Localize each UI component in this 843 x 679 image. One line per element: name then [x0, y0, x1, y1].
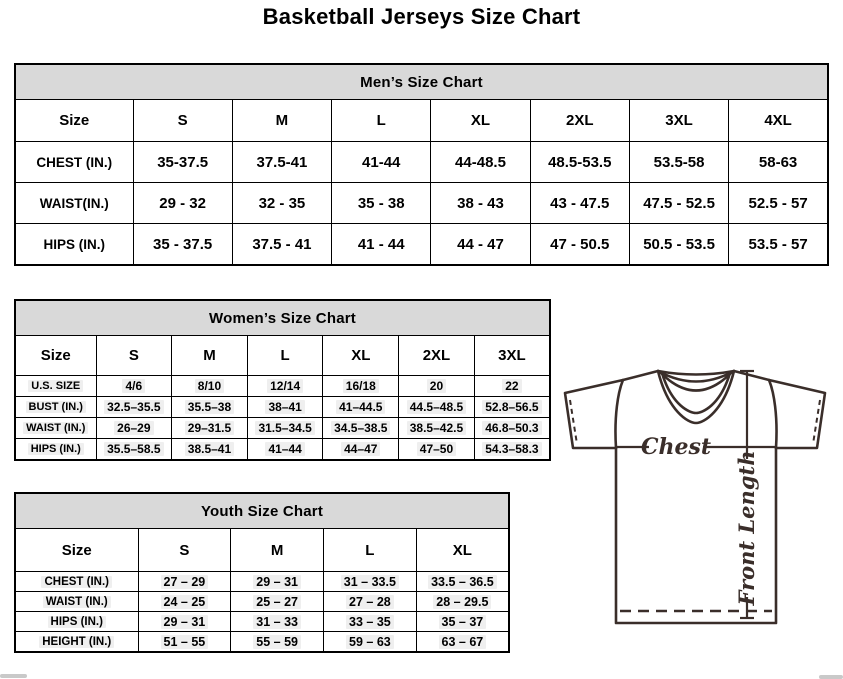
column-header-size: Size [15, 529, 138, 572]
size-value-cell: 31.5–34.5 [247, 418, 323, 439]
size-value-cell: 58-63 [729, 142, 828, 183]
size-value-cell: 35-37.5 [133, 142, 232, 183]
mens-table-caption-row [15, 64, 828, 100]
size-value-cell: 38 - 43 [431, 183, 530, 224]
size-value-cell: 31 – 33.5 [324, 572, 417, 592]
column-header-xl: XL [416, 529, 509, 572]
size-value-cell: 26–29 [96, 418, 172, 439]
size-value-cell: 38–41 [247, 397, 323, 418]
size-value-cell: 32.5–35.5 [96, 397, 172, 418]
size-value-cell: 52.8–56.5 [474, 397, 550, 418]
size-value-cell: 50.5 - 53.5 [629, 224, 728, 266]
row-label-height-in: HEIGHT (IN.) [15, 632, 138, 653]
size-value-cell: 47.5 - 52.5 [629, 183, 728, 224]
table-row [15, 439, 550, 461]
row-label-waist-in: WAIST (IN.) [15, 592, 138, 612]
row-label-chest-in: CHEST (IN.) [15, 142, 133, 183]
size-value-cell: 38.5–41 [172, 439, 248, 461]
size-value-cell: 44-48.5 [431, 142, 530, 183]
row-label-waist-in: WAIST(IN.) [15, 183, 133, 224]
column-header-m: M [172, 336, 248, 376]
size-value-cell: 32 - 35 [232, 183, 331, 224]
column-header-3xl: 3XL [474, 336, 550, 376]
youth-size-table [14, 492, 510, 653]
size-value-cell: 48.5-53.5 [530, 142, 629, 183]
size-value-cell: 44 - 47 [431, 224, 530, 266]
column-header-4xl: 4XL [729, 100, 828, 142]
size-value-cell: 33.5 – 36.5 [416, 572, 509, 592]
womens-table-caption-row [15, 300, 550, 336]
size-value-cell: 31 – 33 [231, 612, 324, 632]
size-value-cell: 47 - 50.5 [530, 224, 629, 266]
column-header-m: M [231, 529, 324, 572]
youth-size-header-row [15, 529, 509, 572]
size-value-cell: 29 - 32 [133, 183, 232, 224]
table-row [15, 592, 509, 612]
size-value-cell: 41–44 [247, 439, 323, 461]
size-value-cell: 25 – 27 [231, 592, 324, 612]
size-value-cell: 16/18 [323, 376, 399, 397]
row-label-hips-in: HIPS (IN.) [15, 612, 138, 632]
size-value-cell: 59 – 63 [324, 632, 417, 653]
size-value-cell: 38.5–42.5 [399, 418, 475, 439]
column-header-s: S [133, 100, 232, 142]
size-value-cell: 27 – 29 [138, 572, 231, 592]
womens-table-caption: Women’s Size Chart [15, 300, 550, 336]
size-value-cell: 44–47 [323, 439, 399, 461]
chest-label: Chest [640, 434, 712, 460]
size-value-cell: 35 - 38 [332, 183, 431, 224]
column-header-size: Size [15, 100, 133, 142]
size-value-cell: 35 – 37 [416, 612, 509, 632]
size-value-cell: 47–50 [399, 439, 475, 461]
row-label-hips-in: HIPS (IN.) [15, 439, 96, 461]
column-header-3xl: 3XL [629, 100, 728, 142]
column-header-s: S [138, 529, 231, 572]
column-header-size: Size [15, 336, 96, 376]
size-value-cell: 12/14 [247, 376, 323, 397]
column-header-xl: XL [323, 336, 399, 376]
row-label-u-s-size: U.S. SIZE [15, 376, 96, 397]
left-armhole-seam [615, 380, 623, 448]
size-value-cell: 51 – 55 [138, 632, 231, 653]
size-value-cell: 52.5 - 57 [729, 183, 828, 224]
youth-table-caption: Youth Size Chart [15, 493, 509, 529]
size-value-cell: 63 – 67 [416, 632, 509, 653]
size-value-cell: 41–44.5 [323, 397, 399, 418]
column-header-l: L [332, 100, 431, 142]
table-row [15, 142, 828, 183]
size-value-cell: 20 [399, 376, 475, 397]
front-length-label: Front Length [734, 450, 759, 606]
scrollbar-fragment-left[interactable] [0, 674, 27, 678]
size-value-cell: 22 [474, 376, 550, 397]
row-label-waist-in: WAIST (IN.) [15, 418, 96, 439]
mens-table-caption: Men’s Size Chart [15, 64, 828, 100]
row-label-bust-in: BUST (IN.) [15, 397, 96, 418]
womens-size-header-row [15, 336, 550, 376]
size-value-cell: 44.5–48.5 [399, 397, 475, 418]
size-value-cell: 54.3–58.3 [474, 439, 550, 461]
size-value-cell: 41-44 [332, 142, 431, 183]
collar-top-line [658, 371, 734, 375]
table-row [15, 612, 509, 632]
column-header-l: L [247, 336, 323, 376]
table-row [15, 572, 509, 592]
size-value-cell: 29 – 31 [138, 612, 231, 632]
row-label-chest-in: CHEST (IN.) [15, 572, 138, 592]
table-row [15, 632, 509, 653]
column-header-s: S [96, 336, 172, 376]
column-header-m: M [232, 100, 331, 142]
size-value-cell: 8/10 [172, 376, 248, 397]
column-header-2xl: 2XL [530, 100, 629, 142]
column-header-xl: XL [431, 100, 530, 142]
size-value-cell: 55 – 59 [231, 632, 324, 653]
size-value-cell: 35.5–58.5 [96, 439, 172, 461]
womens-size-table [14, 299, 551, 461]
table-row [15, 224, 828, 266]
table-row [15, 418, 550, 439]
mens-size-table [14, 63, 829, 266]
jersey-diagram [556, 356, 838, 656]
size-value-cell: 29–31.5 [172, 418, 248, 439]
size-value-cell: 34.5–38.5 [323, 418, 399, 439]
size-value-cell: 35 - 37.5 [133, 224, 232, 266]
table-row [15, 183, 828, 224]
page-title: Basketball Jerseys Size Chart [262, 4, 581, 29]
size-value-cell: 4/6 [96, 376, 172, 397]
size-value-cell: 53.5-58 [629, 142, 728, 183]
size-value-cell: 27 – 28 [324, 592, 417, 612]
size-value-cell: 33 – 35 [324, 612, 417, 632]
mens-size-header-row [15, 100, 828, 142]
size-value-cell: 46.8–50.3 [474, 418, 550, 439]
right-armhole-seam [769, 380, 777, 448]
size-value-cell: 43 - 47.5 [530, 183, 629, 224]
size-value-cell: 28 – 29.5 [416, 592, 509, 612]
row-label-hips-in: HIPS (IN.) [15, 224, 133, 266]
table-row [15, 397, 550, 418]
scrollbar-fragment-right[interactable] [819, 675, 843, 679]
column-header-l: L [324, 529, 417, 572]
size-value-cell: 53.5 - 57 [729, 224, 828, 266]
size-value-cell: 24 – 25 [138, 592, 231, 612]
size-value-cell: 37.5 - 41 [232, 224, 331, 266]
size-value-cell: 41 - 44 [332, 224, 431, 266]
column-header-2xl: 2XL [399, 336, 475, 376]
size-value-cell: 35.5–38 [172, 397, 248, 418]
size-value-cell: 37.5-41 [232, 142, 331, 183]
table-row [15, 376, 550, 397]
youth-table-caption-row [15, 493, 509, 529]
size-value-cell: 29 – 31 [231, 572, 324, 592]
